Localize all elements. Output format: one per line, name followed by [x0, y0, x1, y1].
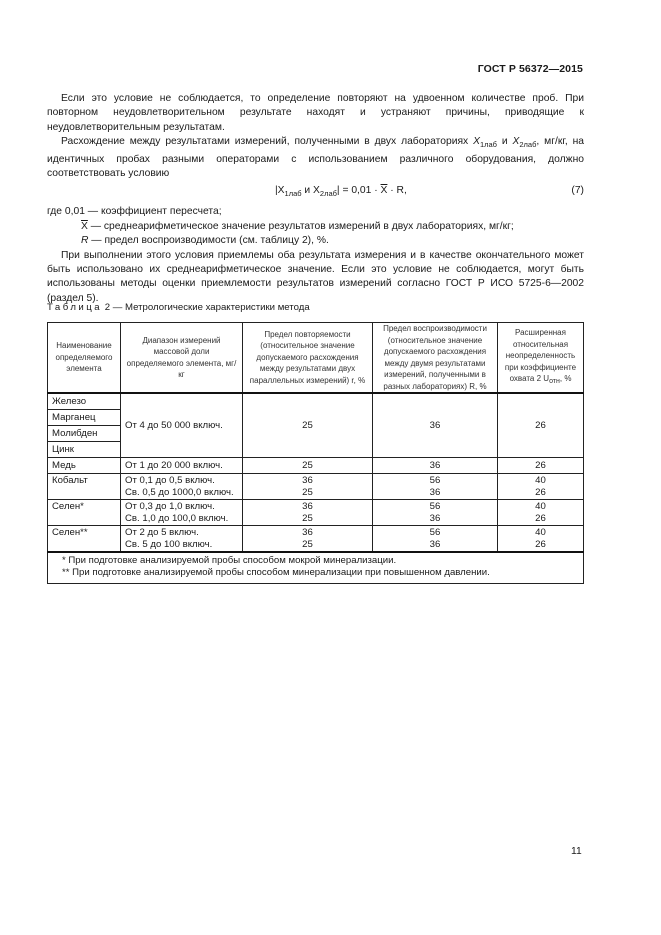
table-notes-row [48, 552, 584, 584]
table-header-row [48, 323, 584, 394]
element-cell: Кобальт [48, 474, 121, 500]
equation-7 [47, 184, 584, 204]
element-cell: Марганец [48, 410, 121, 426]
repeatability-cell: 36 25 [243, 500, 373, 526]
table-row [48, 393, 584, 410]
header-repeatability: Предел повторяемости (относительное значение допускаемого расхождения между результатами двух параллельных измерений) r, % [243, 323, 373, 394]
uncertainty-cell: 26 [498, 458, 584, 474]
range-cell: От 0,3 до 1,0 включ. Св. 1,0 до 100,0 включ. [121, 500, 243, 526]
note-wet-mineralization: * При подготовке анализируемой пробы способом мокрой минерализации. [62, 555, 397, 566]
repeatability-cell: 36 25 [243, 526, 373, 553]
element-cell: Железо [48, 393, 121, 410]
paragraph-repeat-condition: Если это условие не соблюдается, то определение повторяют на удвоенном количестве проб. При повторном неудовлетворительном результате находят и устраняют причины, приводящие к неудовлетворительным результатам. [47, 93, 584, 133]
paragraph-acceptance: При выполнении этого условия приемлемы оба результата измерения и в качестве окончательного может быть использовано их среднеарифметическое значение. Если это условие не соблюдается, могут быть использованы методы оценки приемлемости результатов измерений согласно ГОСТ Р ИСО 5725-6—2002 (раздел 5). [47, 249, 584, 304]
uncertainty-cell: 40 26 [498, 526, 584, 553]
table-row [48, 526, 584, 553]
body-text [47, 92, 584, 306]
uncertainty-cell: 40 26 [498, 500, 584, 526]
table-notes [48, 552, 584, 584]
range-cell: От 0,1 до 0,5 включ. Св. 0,5 до 1000,0 включ. [121, 474, 243, 500]
repeatability-cell: 36 25 [243, 474, 373, 500]
uncertainty-cell: 26 [498, 393, 584, 458]
table-caption: Таблица 2 — Метрологические характеристики метода [47, 302, 310, 313]
element-cell: Цинк [48, 442, 121, 458]
metrology-table [47, 322, 584, 584]
repeatability-cell: 25 [243, 458, 373, 474]
reproducibility-cell: 36 [373, 458, 498, 474]
header-reproducibility: Предел воспроизводимости (относительное значение допускаемого расхождения между двумя результатами измерений, полученными в разных лабораториях) R, % [373, 323, 498, 394]
standard-number: ГОСТ Р 56372—2015 [477, 63, 583, 75]
range-cell: От 4 до 50 000 включ. [121, 393, 243, 458]
range-cell: От 1 до 20 000 включ. [121, 458, 243, 474]
where-coefficient: где 0,01 — коэффициент пересчета; [47, 206, 222, 218]
element-cell: Селен** [48, 526, 121, 553]
reproducibility-cell: 56 36 [373, 474, 498, 500]
reproducibility-cell: 56 36 [373, 500, 498, 526]
table-row [48, 500, 584, 526]
element-cell: Медь [48, 458, 121, 474]
equation-formula: $|X_{1лаб}$ и $X_{2лаб}| = 0,01 \cdot \overline{X} \cdot R$, [275, 185, 407, 199]
where-mean: $\overline{X}$ — среднеарифметическое значение результатов измерений в двух лабораториях, мг/кг; [81, 220, 514, 232]
where-reproducibility: R — предел воспроизводимости (см. таблицу 2), %. [81, 235, 329, 247]
reproducibility-cell: 36 [373, 393, 498, 458]
header-uncertainty: Расширенная относительная неопределенность при коэффициенте охвата 2 Uотн, % [498, 323, 584, 394]
reproducibility-cell: 56 36 [373, 526, 498, 553]
header-range: Диапазон измерений массовой доли определяемого элемента, мг/кг [121, 323, 243, 394]
element-cell: Селен* [48, 500, 121, 526]
paragraph-discrepancy: Расхождение между результатами измерений, полученными в двух лабораториях $X_{1лаб}$ и $X_{2лаб}$, мг/кг, на идентичных пробах разными операторами с использованием различного оборудования, должно соответствовать условию [47, 136, 584, 180]
uncertainty-cell: 40 26 [498, 474, 584, 500]
table-row [48, 458, 584, 474]
note-pressure-mineralization: ** При подготовке анализируемой пробы способом минерализации при повышенном давлении. [62, 567, 490, 578]
element-cell: Молибден [48, 426, 121, 442]
header-element: Наименование определяемого элемента [48, 323, 121, 394]
range-cell: От 2 до 5 включ. Св. 5 до 100 включ. [121, 526, 243, 553]
table-row [48, 474, 584, 500]
repeatability-cell: 25 [243, 393, 373, 458]
equation-number: (7) [571, 185, 584, 197]
page-number: 11 [571, 846, 582, 857]
